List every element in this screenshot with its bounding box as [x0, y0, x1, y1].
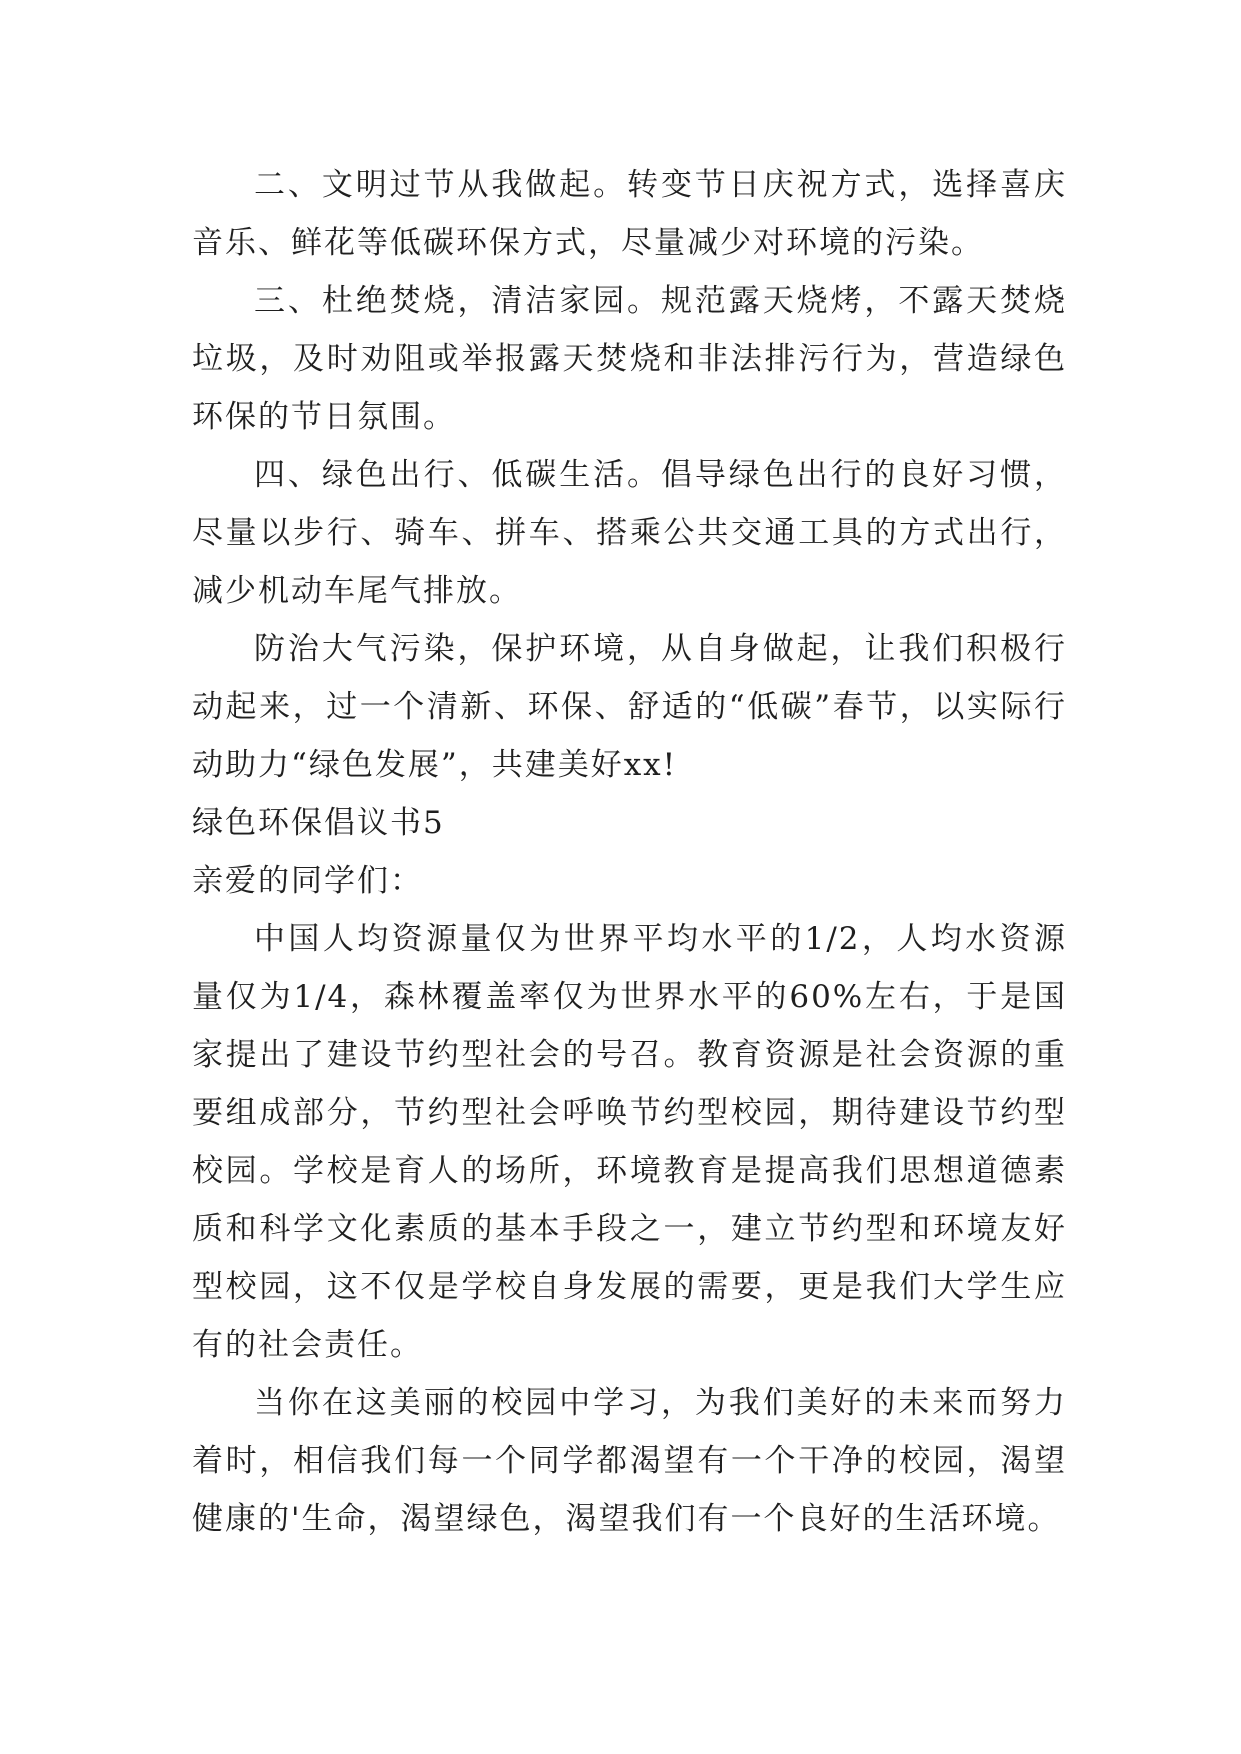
paragraph-closing: 防治大气污染，保护环境，从自身做起，让我们积极行动起来，过一个清新、环保、舒适的“低碳”春节，以实际行动助力“绿色发展”，共建美好xx!	[192, 631, 1067, 783]
paragraph-campus: 当你在这美丽的校园中学习，为我们美好的未来而努力着时，相信我们每一个同学都渴望有一个干净的校园，渴望健康的'生命，渴望绿色，渴望我们有一个良好的生活环境。	[192, 1385, 1067, 1537]
paragraph-item-4: 四、绿色出行、低碳生活。倡导绿色出行的良好习惯，尽量以步行、骑车、拼车、搭乘公共交通工具的方式出行，减少机动车尾气排放。	[192, 457, 1067, 609]
paragraph-item-3: 三、杜绝焚烧，清洁家园。规范露天烧烤，不露天焚烧垃圾，及时劝阻或举报露天焚烧和非法排污行为，营造绿色环保的节日氛围。	[192, 283, 1067, 435]
greeting: 亲爱的同学们：	[192, 863, 423, 899]
section-heading: 绿色环保倡议书5	[192, 805, 445, 841]
paragraph-resources: 中国人均资源量仅为世界平均水平的1/2，人均水资源量仅为1/4，森林覆盖率仅为世界水平的60%左右，于是国家提出了建设节约型社会的号召。教育资源是社会资源的重要组成部分，节约型社会呼唤节约型校园，期待建设节约型校园。学校是育人的场所，环境教育是提高我们思想道德素质和科学文化素质的基本手段之一，建立节约型和环境友好型校园，这不仅是学校自身发展的需要，更是我们大学生应有的社会责任。	[192, 921, 1067, 1363]
paragraph-item-2: 二、文明过节从我做起。转变节日庆祝方式，选择喜庆音乐、鲜花等低碳环保方式，尽量减少对环境的污染。	[192, 167, 1067, 261]
document-body	[192, 156, 1067, 1548]
